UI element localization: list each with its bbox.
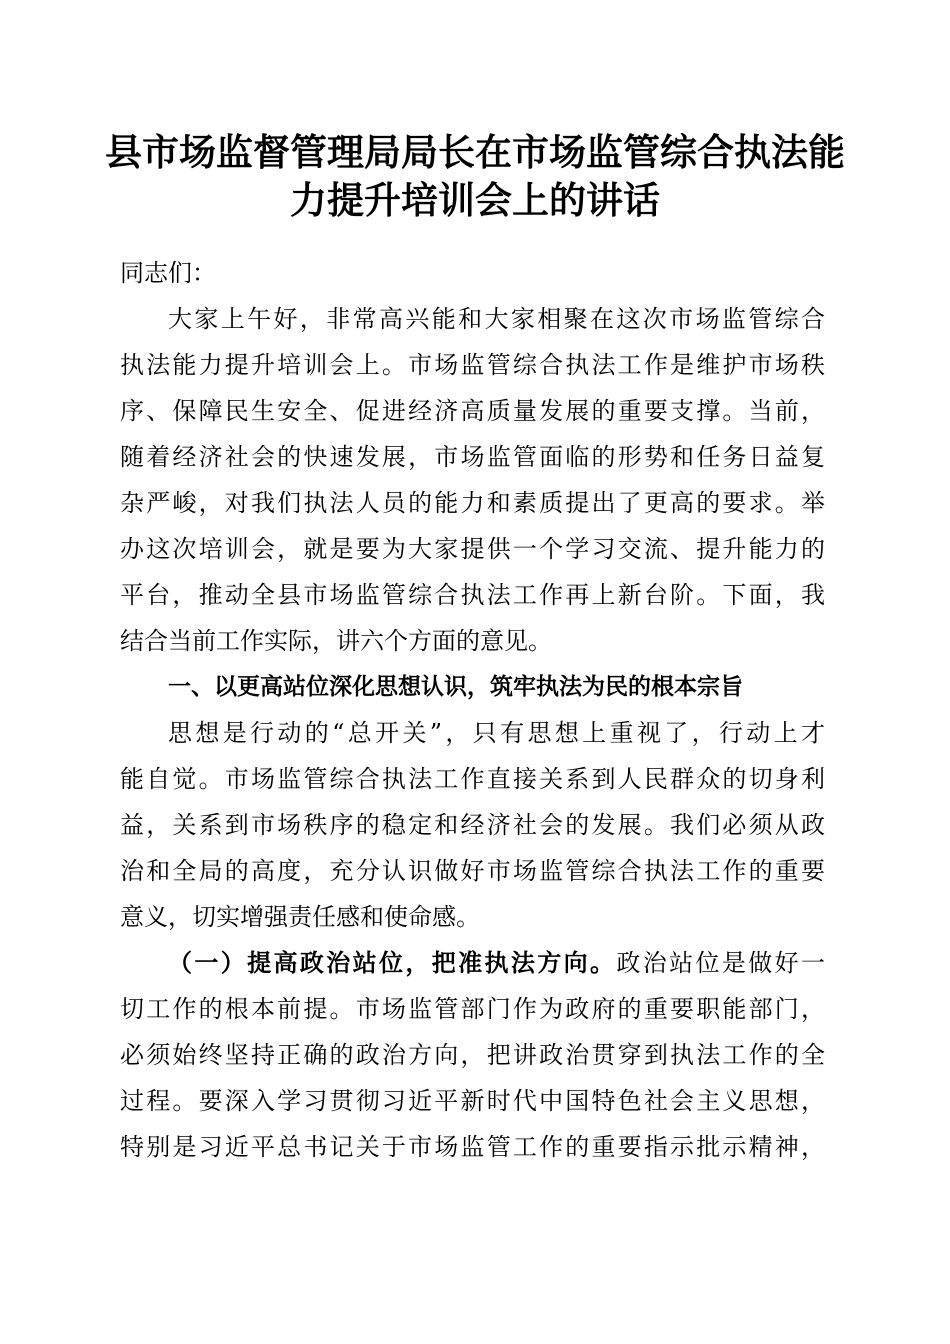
salutation: 同志们： (120, 259, 216, 287)
subheading-line (120, 940, 825, 986)
paragraph-line: 杂严峻，对我们执法人员的能力和素质提出了更高的要求。举 (120, 489, 825, 517)
paragraph-line: 序、保障民生安全、促进经济高质量发展的重要支撑。当前， (120, 397, 825, 425)
paragraph-line: 执法能力提升培训会上。市场监管综合执法工作是维护市场秩 (120, 351, 825, 379)
section-heading: 一、以更高站位深化思想认识，筑牢执法为民的根本宗旨 (168, 674, 743, 700)
paragraph-line: 随着经济社会的快速发展，市场监管面临的形势和任务日益复 (120, 443, 825, 471)
paragraph-line: 过程。要深入学习贯彻习近平新时代中国特色社会主义思想， (120, 1087, 825, 1115)
paragraph-line: 能自觉。市场监管综合执法工作直接关系到人民群众的切身利 (120, 765, 825, 793)
paragraph-line: 治和全局的高度，充分认识做好市场监管综合执法工作的重要 (120, 857, 825, 885)
paragraph-line: 平台，推动全县市场监管综合执法工作再上新台阶。下面，我 (120, 581, 825, 609)
document-title (100, 128, 850, 224)
paragraph-line: 必须始终坚持正确的政治方向，把讲政治贯穿到执法工作的全 (120, 1041, 825, 1069)
title-line-2: 力提升培训会上的讲话 (290, 178, 660, 222)
paragraph-text: 政治站位是做好一 (616, 949, 825, 977)
subheading: （一）提高政治站位，把准执法方向。 (168, 948, 617, 977)
paragraph-line: 大家上午好，非常高兴能和大家相聚在这次市场监管综合 (168, 305, 825, 333)
document-body (120, 250, 825, 1170)
paragraph-line: 办这次培训会，就是要为大家提供一个学习交流、提升能力的 (120, 535, 825, 563)
paragraph-line: 切工作的根本前提。市场监管部门作为政府的重要职能部门， (120, 995, 825, 1023)
paragraph-line: 思想是行动的“总开关”，只有思想上重视了，行动上才 (168, 719, 825, 747)
paragraph-line: 特别是习近平总书记关于市场监管工作的重要指示批示精神， (120, 1133, 825, 1161)
title-line-1: 县市场监督管理局局长在市场监管综合执法能 (105, 130, 845, 174)
paragraph-line: 益，关系到市场秩序的稳定和经济社会的发展。我们必须从政 (120, 811, 825, 839)
paragraph-line: 结合当前工作实际，讲六个方面的意见。 (120, 627, 552, 655)
paragraph-line: 意义，切实增强责任感和使命感。 (120, 903, 480, 931)
